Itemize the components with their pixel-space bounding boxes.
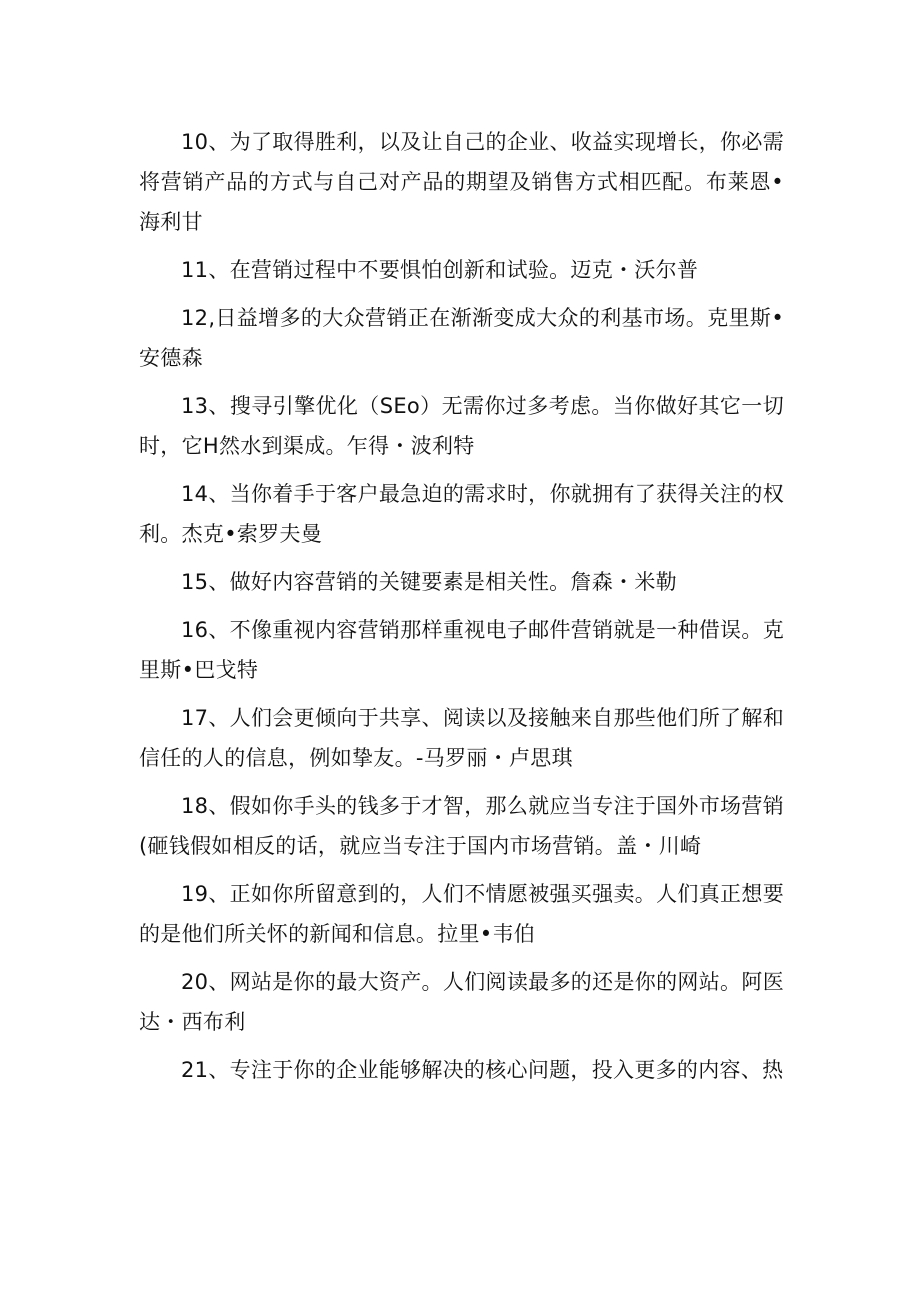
quote-paragraph-20: 20、网站是你的最大资产。人们阅读最多的还是你的网站。阿医达・西布利: [139, 970, 784, 1034]
quote-paragraph-13: 13、搜寻引擎优化（SEo）无需你过多考虑。当你做好其它一切时，它H然水到渠成。乍得・波利特: [139, 394, 784, 458]
quote-paragraph-21: 21、专注于你的企业能够解决的核心问题，投入更多的内容、热: [181, 1058, 784, 1082]
quote-paragraph-17: 17、人们会更倾向于共享、阅读以及接触来自那些他们所了解和信任的人的信息，例如挚友。-马罗丽・卢思琪: [139, 706, 784, 770]
quote-paragraph-15: 15、做好内容营销的关键要素是相关性。詹森・米勒: [181, 570, 677, 594]
quote-paragraph-10: 10、为了取得胜利，以及让自己的企业、收益实现增长，你必需将营销产品的方式与自己对产品的期望及销售方式相匹配。布莱恩•海利甘: [139, 130, 784, 234]
quote-paragraph-12: 12,日益增多的大众营销正在渐渐变成大众的利基市场。克里斯•安德森: [139, 306, 784, 370]
quote-paragraph-18: 18、假如你手头的钱多于才智，那么就应当专注于国外市场营销(砸钱假如相反的话，就应当专注于国内市场营销。盖・川崎: [139, 794, 784, 858]
quote-paragraph-16: 16、不像重视内容营销那样重视电子邮件营销就是一种借误。克里斯•巴戈特: [139, 618, 784, 682]
quote-paragraph-19: 19、正如你所留意到的，人们不情愿被强买强卖。人们真正想要的是他们所关怀的新闻和信息。拉里•韦伯: [139, 882, 784, 946]
quote-paragraph-11: 11、在营销过程中不要惧怕创新和试验。迈克・沃尔普: [181, 258, 699, 282]
document-body: [139, 122, 784, 1090]
quote-paragraph-14: 14、当你着手于客户最急迫的需求时，你就拥有了获得关注的权利。杰克•索罗夫曼: [139, 482, 784, 546]
